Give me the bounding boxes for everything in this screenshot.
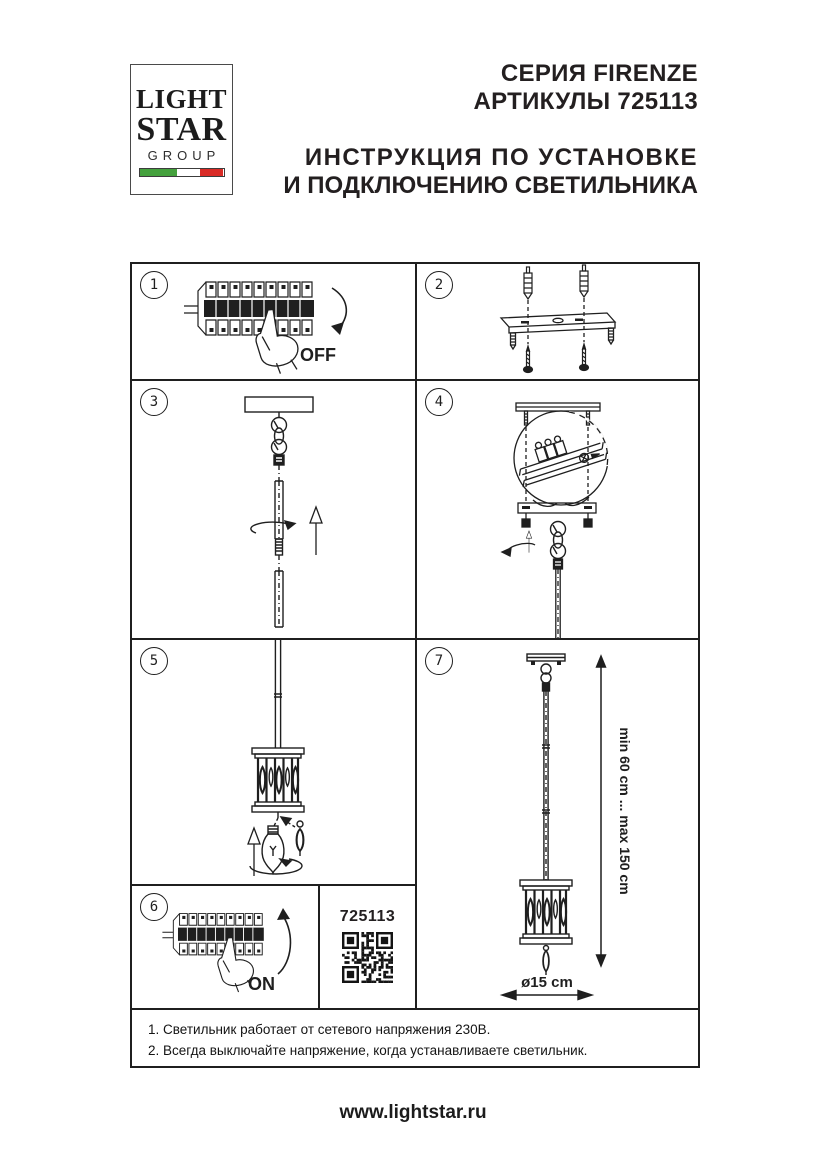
arrow-up-icon	[248, 828, 260, 876]
arrow-up-icon	[277, 908, 290, 920]
off-label: OFF	[300, 345, 336, 365]
note-line-2: 2. Всегда выключайте напряжение, когда устанавливаете светильник.	[148, 1042, 588, 1058]
instruction-line-2: И ПОДКЛЮЧЕНИЮ СВЕТИЛЬНИКА	[283, 172, 698, 199]
step-4-number: 4	[425, 388, 453, 416]
height-dimension-label: min 60 cm ... max 150 cm	[617, 727, 633, 895]
diameter-dimension-label: ø15 cm	[521, 974, 573, 991]
step-6-cell	[132, 886, 320, 1010]
step-5-cell	[132, 640, 417, 886]
step-1-drawing-power-off	[132, 264, 415, 379]
step-2-drawing-mounting-bracket	[417, 264, 698, 379]
step-2-number: 2	[425, 271, 453, 299]
qr-article-number: 725113	[339, 908, 396, 925]
step-7-drawing-dimensions	[417, 640, 698, 1008]
step-1-cell	[132, 264, 417, 381]
pointing-hand-icon	[253, 308, 303, 375]
notes-section	[132, 1010, 698, 1066]
qr-code	[342, 932, 393, 983]
arrow-up-icon	[310, 507, 322, 555]
step-7-number: 7	[425, 647, 453, 675]
flag-white-segment	[177, 169, 200, 176]
flag-green-segment	[140, 169, 178, 176]
header-series-block	[474, 60, 698, 116]
note-line-1: 1. Светильник работает от сетевого напряжения 230В.	[148, 1022, 491, 1037]
flag-red-segment	[200, 169, 224, 176]
instruction-line-1: ИНСТРУКЦИЯ ПО УСТАНОВКЕ	[304, 144, 698, 171]
logo-word-group: GROUP	[147, 148, 221, 163]
step-3-cell	[132, 381, 417, 640]
qr-cell	[320, 886, 417, 1010]
step-7-cell	[417, 640, 698, 1010]
step-3-number: 3	[140, 388, 168, 416]
series-title: СЕРИЯ FIRENZE	[500, 60, 698, 87]
step-1-number: 1	[140, 271, 168, 299]
step-5-number: 5	[140, 647, 168, 675]
italian-flag-stripe	[139, 168, 225, 177]
header-instruction-block	[283, 144, 698, 200]
lightstar-logo	[130, 64, 233, 195]
step-5-drawing-bulb-install	[132, 640, 415, 884]
arrow-up-icon	[526, 531, 531, 553]
step-2-cell	[417, 264, 698, 381]
step-4-cell	[417, 381, 698, 640]
instruction-steps-table	[130, 262, 700, 1068]
logo-word-light: LIGHT	[135, 84, 228, 114]
step-4-drawing-canopy-wiring	[417, 381, 698, 638]
step-3-drawing-rod-assembly	[132, 381, 415, 638]
logo-word-star: STAR	[136, 111, 227, 148]
on-label: ON	[248, 974, 275, 994]
website-url: www.lightstar.ru	[339, 1102, 487, 1123]
article-title: АРТИКУЛЫ 725113	[473, 88, 698, 115]
step-6-number: 6	[140, 893, 168, 921]
arrow-down-icon	[331, 322, 344, 335]
